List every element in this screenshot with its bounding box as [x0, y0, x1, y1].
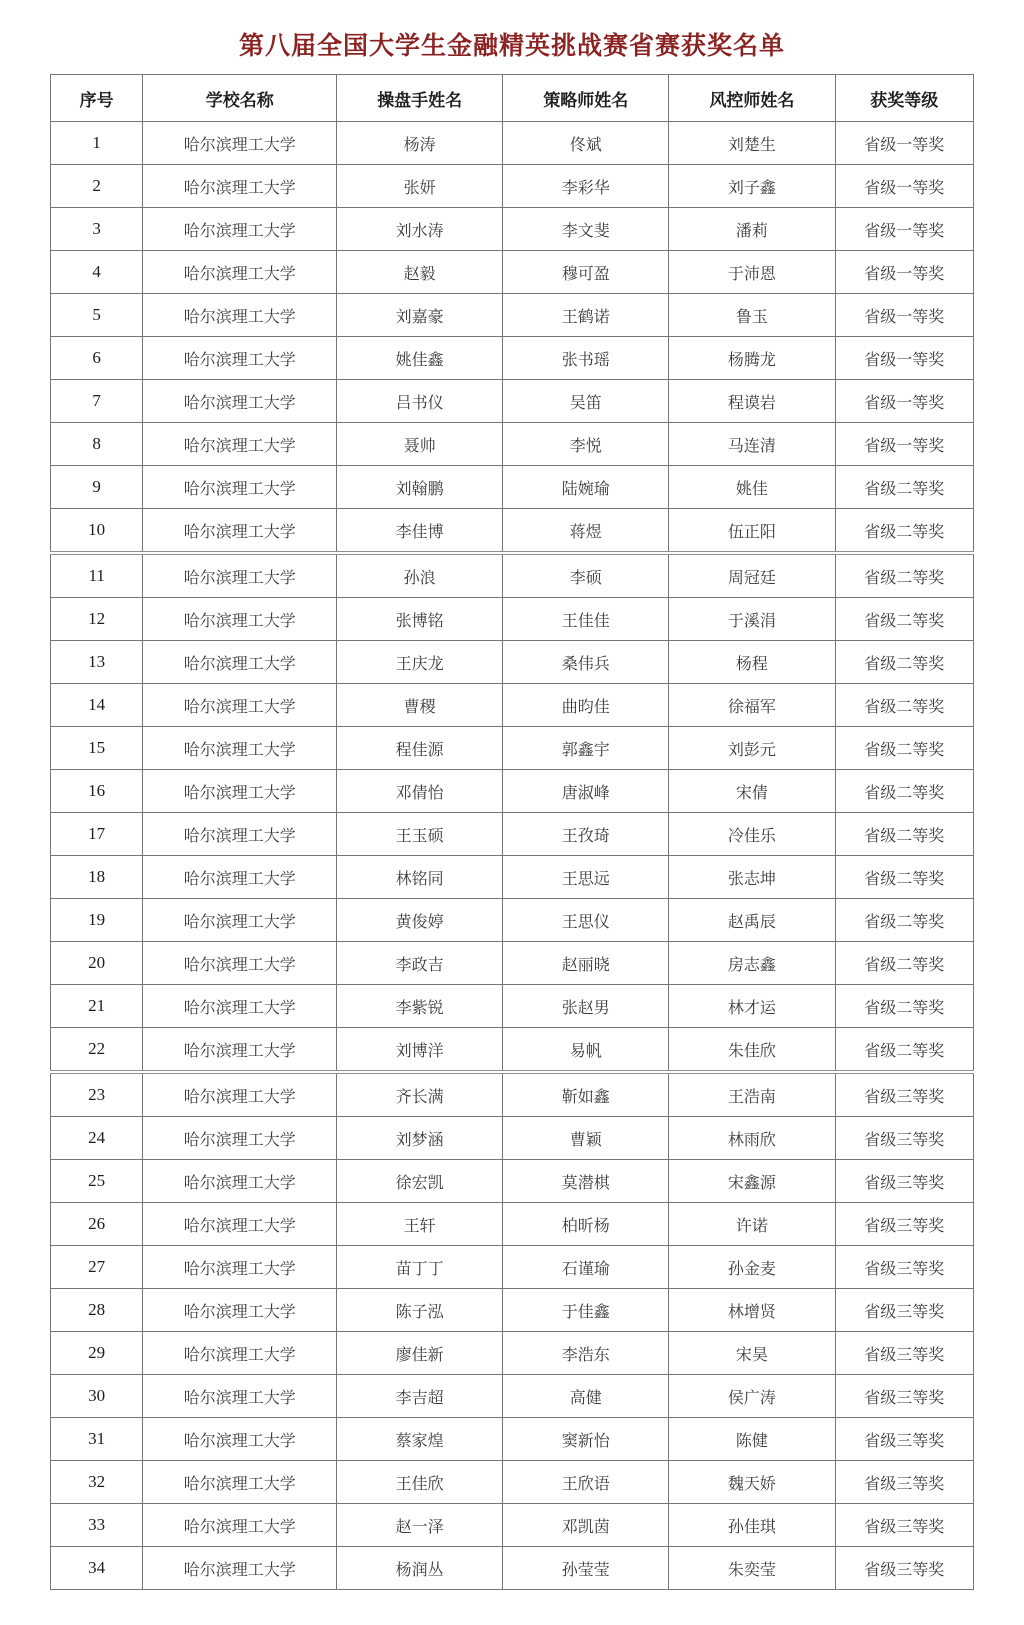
table-row — [51, 294, 974, 337]
cell-school: 哈尔滨理工大学 — [143, 380, 337, 423]
cell-award: 省级三等奖 — [835, 1289, 974, 1332]
table-row — [51, 727, 974, 770]
cell-risk: 刘子鑫 — [669, 165, 835, 208]
cell-risk: 林增贤 — [669, 1289, 835, 1332]
cell-risk: 鲁玉 — [669, 294, 835, 337]
cell-strategist: 王思仪 — [503, 899, 669, 942]
cell-strategist: 王欣语 — [503, 1461, 669, 1504]
cell-risk: 刘楚生 — [669, 122, 835, 165]
cell-award: 省级三等奖 — [835, 1072, 974, 1117]
cell-serial: 8 — [51, 423, 143, 466]
cell-risk: 王浩南 — [669, 1072, 835, 1117]
cell-serial: 6 — [51, 337, 143, 380]
cell-strategist: 唐淑峰 — [503, 770, 669, 813]
cell-award: 省级一等奖 — [835, 337, 974, 380]
cell-school: 哈尔滨理工大学 — [143, 856, 337, 899]
cell-trader: 刘翰鹏 — [337, 466, 503, 509]
cell-trader: 王玉硕 — [337, 813, 503, 856]
cell-award: 省级二等奖 — [835, 641, 974, 684]
cell-trader: 王庆龙 — [337, 641, 503, 684]
cell-school: 哈尔滨理工大学 — [143, 985, 337, 1028]
cell-risk: 房志鑫 — [669, 942, 835, 985]
cell-serial: 13 — [51, 641, 143, 684]
table-row — [51, 1203, 974, 1246]
cell-strategist: 张赵男 — [503, 985, 669, 1028]
cell-school: 哈尔滨理工大学 — [143, 1461, 337, 1504]
cell-school: 哈尔滨理工大学 — [143, 553, 337, 598]
cell-school: 哈尔滨理工大学 — [143, 899, 337, 942]
cell-serial: 4 — [51, 251, 143, 294]
cell-trader: 聂帅 — [337, 423, 503, 466]
table-row — [51, 1375, 974, 1418]
cell-risk: 张志坤 — [669, 856, 835, 899]
cell-serial: 26 — [51, 1203, 143, 1246]
cell-award: 省级二等奖 — [835, 509, 974, 554]
cell-strategist: 李浩东 — [503, 1332, 669, 1375]
table-row — [51, 380, 974, 423]
table-row — [51, 899, 974, 942]
cell-risk: 程谟岩 — [669, 380, 835, 423]
cell-serial: 21 — [51, 985, 143, 1028]
cell-risk: 侯广涛 — [669, 1375, 835, 1418]
cell-serial: 33 — [51, 1504, 143, 1547]
cell-school: 哈尔滨理工大学 — [143, 1418, 337, 1461]
cell-strategist: 吴笛 — [503, 380, 669, 423]
cell-serial: 9 — [51, 466, 143, 509]
cell-strategist: 佟斌 — [503, 122, 669, 165]
cell-risk: 魏天娇 — [669, 1461, 835, 1504]
cell-trader: 齐长满 — [337, 1072, 503, 1117]
cell-serial: 18 — [51, 856, 143, 899]
cell-serial: 11 — [51, 553, 143, 598]
table-row — [51, 122, 974, 165]
cell-trader: 邓倩怡 — [337, 770, 503, 813]
cell-strategist: 易帆 — [503, 1028, 669, 1073]
cell-trader: 王佳欣 — [337, 1461, 503, 1504]
cell-trader: 杨润丛 — [337, 1547, 503, 1590]
cell-risk: 林才运 — [669, 985, 835, 1028]
cell-serial: 1 — [51, 122, 143, 165]
cell-risk: 刘彭元 — [669, 727, 835, 770]
cell-risk: 于沛恩 — [669, 251, 835, 294]
cell-trader: 刘嘉豪 — [337, 294, 503, 337]
cell-school: 哈尔滨理工大学 — [143, 1160, 337, 1203]
cell-school: 哈尔滨理工大学 — [143, 509, 337, 554]
cell-trader: 刘梦涵 — [337, 1117, 503, 1160]
cell-risk: 宋倩 — [669, 770, 835, 813]
cell-risk: 宋鑫源 — [669, 1160, 835, 1203]
cell-serial: 15 — [51, 727, 143, 770]
page-title: 第八届全国大学生金融精英挑战赛省赛获奖名单 — [238, 33, 785, 60]
cell-award: 省级三等奖 — [835, 1203, 974, 1246]
cell-trader: 程佳源 — [337, 727, 503, 770]
cell-school: 哈尔滨理工大学 — [143, 1072, 337, 1117]
col-header-trader: 操盘手姓名 — [337, 75, 503, 122]
cell-award: 省级一等奖 — [835, 165, 974, 208]
cell-school: 哈尔滨理工大学 — [143, 251, 337, 294]
table-row — [51, 1117, 974, 1160]
cell-serial: 16 — [51, 770, 143, 813]
cell-award: 省级一等奖 — [835, 294, 974, 337]
table-row — [51, 1160, 974, 1203]
cell-risk: 马连清 — [669, 423, 835, 466]
cell-strategist: 蒋煜 — [503, 509, 669, 554]
cell-award: 省级二等奖 — [835, 1028, 974, 1073]
cell-school: 哈尔滨理工大学 — [143, 423, 337, 466]
table-row — [51, 985, 974, 1028]
table-row — [51, 337, 974, 380]
table-row — [51, 813, 974, 856]
cell-strategist: 王孜琦 — [503, 813, 669, 856]
cell-trader: 刘水涛 — [337, 208, 503, 251]
cell-trader: 张博铭 — [337, 598, 503, 641]
cell-trader: 赵一泽 — [337, 1504, 503, 1547]
cell-award: 省级一等奖 — [835, 380, 974, 423]
cell-risk: 陈健 — [669, 1418, 835, 1461]
cell-award: 省级二等奖 — [835, 856, 974, 899]
col-header-strategist: 策略师姓名 — [503, 75, 669, 122]
cell-school: 哈尔滨理工大学 — [143, 770, 337, 813]
cell-strategist: 桑伟兵 — [503, 641, 669, 684]
cell-trader: 吕书仪 — [337, 380, 503, 423]
cell-strategist: 石谨瑜 — [503, 1246, 669, 1289]
cell-school: 哈尔滨理工大学 — [143, 684, 337, 727]
cell-risk: 许诺 — [669, 1203, 835, 1246]
cell-serial: 25 — [51, 1160, 143, 1203]
cell-school: 哈尔滨理工大学 — [143, 1289, 337, 1332]
cell-serial: 19 — [51, 899, 143, 942]
cell-strategist: 曹颖 — [503, 1117, 669, 1160]
cell-strategist: 邓凯茵 — [503, 1504, 669, 1547]
cell-risk: 孙佳琪 — [669, 1504, 835, 1547]
cell-risk: 林雨欣 — [669, 1117, 835, 1160]
cell-award: 省级一等奖 — [835, 251, 974, 294]
cell-trader: 张妍 — [337, 165, 503, 208]
cell-strategist: 赵丽晓 — [503, 942, 669, 985]
table-row — [51, 856, 974, 899]
cell-award: 省级二等奖 — [835, 813, 974, 856]
cell-award: 省级三等奖 — [835, 1547, 974, 1590]
table-row — [51, 466, 974, 509]
cell-award: 省级三等奖 — [835, 1246, 974, 1289]
cell-strategist: 王佳佳 — [503, 598, 669, 641]
cell-risk: 于溪涓 — [669, 598, 835, 641]
table-row — [51, 1072, 974, 1117]
col-header-school: 学校名称 — [143, 75, 337, 122]
cell-school: 哈尔滨理工大学 — [143, 1547, 337, 1590]
cell-strategist: 王鹤诺 — [503, 294, 669, 337]
cell-award: 省级三等奖 — [835, 1504, 974, 1547]
cell-strategist: 穆可盈 — [503, 251, 669, 294]
cell-school: 哈尔滨理工大学 — [143, 598, 337, 641]
table-row — [51, 1332, 974, 1375]
table-row — [51, 1418, 974, 1461]
table-row — [51, 598, 974, 641]
cell-strategist: 于佳鑫 — [503, 1289, 669, 1332]
cell-school: 哈尔滨理工大学 — [143, 1332, 337, 1375]
cell-trader: 李佳博 — [337, 509, 503, 554]
cell-award: 省级二等奖 — [835, 727, 974, 770]
cell-award: 省级三等奖 — [835, 1332, 974, 1375]
cell-school: 哈尔滨理工大学 — [143, 1246, 337, 1289]
cell-serial: 24 — [51, 1117, 143, 1160]
cell-strategist: 孙莹莹 — [503, 1547, 669, 1590]
table-row — [51, 684, 974, 727]
table-row — [51, 165, 974, 208]
cell-school: 哈尔滨理工大学 — [143, 727, 337, 770]
cell-award: 省级三等奖 — [835, 1418, 974, 1461]
cell-school: 哈尔滨理工大学 — [143, 942, 337, 985]
cell-strategist: 张书瑶 — [503, 337, 669, 380]
cell-award: 省级二等奖 — [835, 985, 974, 1028]
cell-strategist: 李彩华 — [503, 165, 669, 208]
table-row — [51, 1246, 974, 1289]
table-row — [51, 553, 974, 598]
cell-strategist: 李悦 — [503, 423, 669, 466]
cell-risk: 周冠廷 — [669, 553, 835, 598]
cell-trader: 苗丁丁 — [337, 1246, 503, 1289]
cell-trader: 蔡家煌 — [337, 1418, 503, 1461]
cell-strategist: 郭鑫宇 — [503, 727, 669, 770]
cell-award: 省级二等奖 — [835, 466, 974, 509]
cell-trader: 姚佳鑫 — [337, 337, 503, 380]
cell-strategist: 靳如鑫 — [503, 1072, 669, 1117]
cell-trader: 王轩 — [337, 1203, 503, 1246]
cell-strategist: 李文斐 — [503, 208, 669, 251]
cell-trader: 刘博洋 — [337, 1028, 503, 1073]
cell-risk: 潘莉 — [669, 208, 835, 251]
cell-award: 省级三等奖 — [835, 1375, 974, 1418]
table-row — [51, 251, 974, 294]
cell-serial: 5 — [51, 294, 143, 337]
cell-award: 省级一等奖 — [835, 122, 974, 165]
cell-award: 省级二等奖 — [835, 553, 974, 598]
table-row — [51, 770, 974, 813]
cell-award: 省级一等奖 — [835, 423, 974, 466]
cell-risk: 孙金麦 — [669, 1246, 835, 1289]
cell-trader: 李紫锐 — [337, 985, 503, 1028]
cell-risk: 伍正阳 — [669, 509, 835, 554]
cell-trader: 李政吉 — [337, 942, 503, 985]
table-row — [51, 942, 974, 985]
table-row — [51, 1461, 974, 1504]
cell-award: 省级一等奖 — [835, 208, 974, 251]
cell-serial: 2 — [51, 165, 143, 208]
cell-serial: 29 — [51, 1332, 143, 1375]
table-row — [51, 1028, 974, 1073]
cell-serial: 34 — [51, 1547, 143, 1590]
cell-school: 哈尔滨理工大学 — [143, 641, 337, 684]
cell-serial: 23 — [51, 1072, 143, 1117]
cell-risk: 徐福军 — [669, 684, 835, 727]
cell-trader: 赵毅 — [337, 251, 503, 294]
table-row — [51, 641, 974, 684]
cell-risk: 冷佳乐 — [669, 813, 835, 856]
cell-risk: 朱佳欣 — [669, 1028, 835, 1073]
cell-serial: 30 — [51, 1375, 143, 1418]
table-row — [51, 208, 974, 251]
cell-trader: 李吉超 — [337, 1375, 503, 1418]
cell-strategist: 王思远 — [503, 856, 669, 899]
cell-school: 哈尔滨理工大学 — [143, 337, 337, 380]
cell-risk: 赵禹辰 — [669, 899, 835, 942]
cell-school: 哈尔滨理工大学 — [143, 294, 337, 337]
cell-risk: 杨程 — [669, 641, 835, 684]
cell-serial: 20 — [51, 942, 143, 985]
cell-trader: 廖佳新 — [337, 1332, 503, 1375]
cell-strategist: 莫潜棋 — [503, 1160, 669, 1203]
cell-trader: 林铭同 — [337, 856, 503, 899]
cell-school: 哈尔滨理工大学 — [143, 1203, 337, 1246]
cell-award: 省级二等奖 — [835, 899, 974, 942]
awards-table — [50, 74, 974, 1590]
cell-school: 哈尔滨理工大学 — [143, 1504, 337, 1547]
cell-serial: 3 — [51, 208, 143, 251]
table-row — [51, 509, 974, 554]
cell-trader: 杨涛 — [337, 122, 503, 165]
cell-trader: 黄俊婷 — [337, 899, 503, 942]
cell-serial: 27 — [51, 1246, 143, 1289]
cell-strategist: 柏昕杨 — [503, 1203, 669, 1246]
cell-risk: 姚佳 — [669, 466, 835, 509]
cell-school: 哈尔滨理工大学 — [143, 1375, 337, 1418]
cell-serial: 28 — [51, 1289, 143, 1332]
cell-trader: 孙浪 — [337, 553, 503, 598]
cell-award: 省级三等奖 — [835, 1461, 974, 1504]
cell-award: 省级二等奖 — [835, 770, 974, 813]
cell-school: 哈尔滨理工大学 — [143, 208, 337, 251]
cell-serial: 14 — [51, 684, 143, 727]
cell-serial: 10 — [51, 509, 143, 554]
cell-risk: 杨腾龙 — [669, 337, 835, 380]
cell-serial: 17 — [51, 813, 143, 856]
cell-award: 省级三等奖 — [835, 1117, 974, 1160]
cell-trader: 徐宏凯 — [337, 1160, 503, 1203]
table-row — [51, 1504, 974, 1547]
table-row — [51, 1547, 974, 1590]
cell-award: 省级二等奖 — [835, 684, 974, 727]
cell-serial: 12 — [51, 598, 143, 641]
cell-risk: 宋昊 — [669, 1332, 835, 1375]
cell-serial: 31 — [51, 1418, 143, 1461]
cell-award: 省级二等奖 — [835, 598, 974, 641]
cell-trader: 陈子泓 — [337, 1289, 503, 1332]
cell-award: 省级二等奖 — [835, 942, 974, 985]
cell-strategist: 高健 — [503, 1375, 669, 1418]
cell-strategist: 李硕 — [503, 553, 669, 598]
cell-strategist: 窦新怡 — [503, 1418, 669, 1461]
table-header-row — [51, 75, 974, 122]
col-header-serial: 序号 — [51, 75, 143, 122]
cell-strategist: 陆婉瑜 — [503, 466, 669, 509]
cell-school: 哈尔滨理工大学 — [143, 813, 337, 856]
cell-serial: 22 — [51, 1028, 143, 1073]
table-row — [51, 1289, 974, 1332]
cell-award: 省级三等奖 — [835, 1160, 974, 1203]
col-header-award: 获奖等级 — [835, 75, 974, 122]
cell-risk: 朱奕莹 — [669, 1547, 835, 1590]
cell-serial: 32 — [51, 1461, 143, 1504]
table-row — [51, 423, 974, 466]
cell-school: 哈尔滨理工大学 — [143, 1028, 337, 1073]
col-header-risk: 风控师姓名 — [669, 75, 835, 122]
cell-school: 哈尔滨理工大学 — [143, 165, 337, 208]
cell-school: 哈尔滨理工大学 — [143, 466, 337, 509]
cell-trader: 曹稷 — [337, 684, 503, 727]
cell-school: 哈尔滨理工大学 — [143, 1117, 337, 1160]
cell-serial: 7 — [51, 380, 143, 423]
cell-school: 哈尔滨理工大学 — [143, 122, 337, 165]
cell-strategist: 曲昀佳 — [503, 684, 669, 727]
